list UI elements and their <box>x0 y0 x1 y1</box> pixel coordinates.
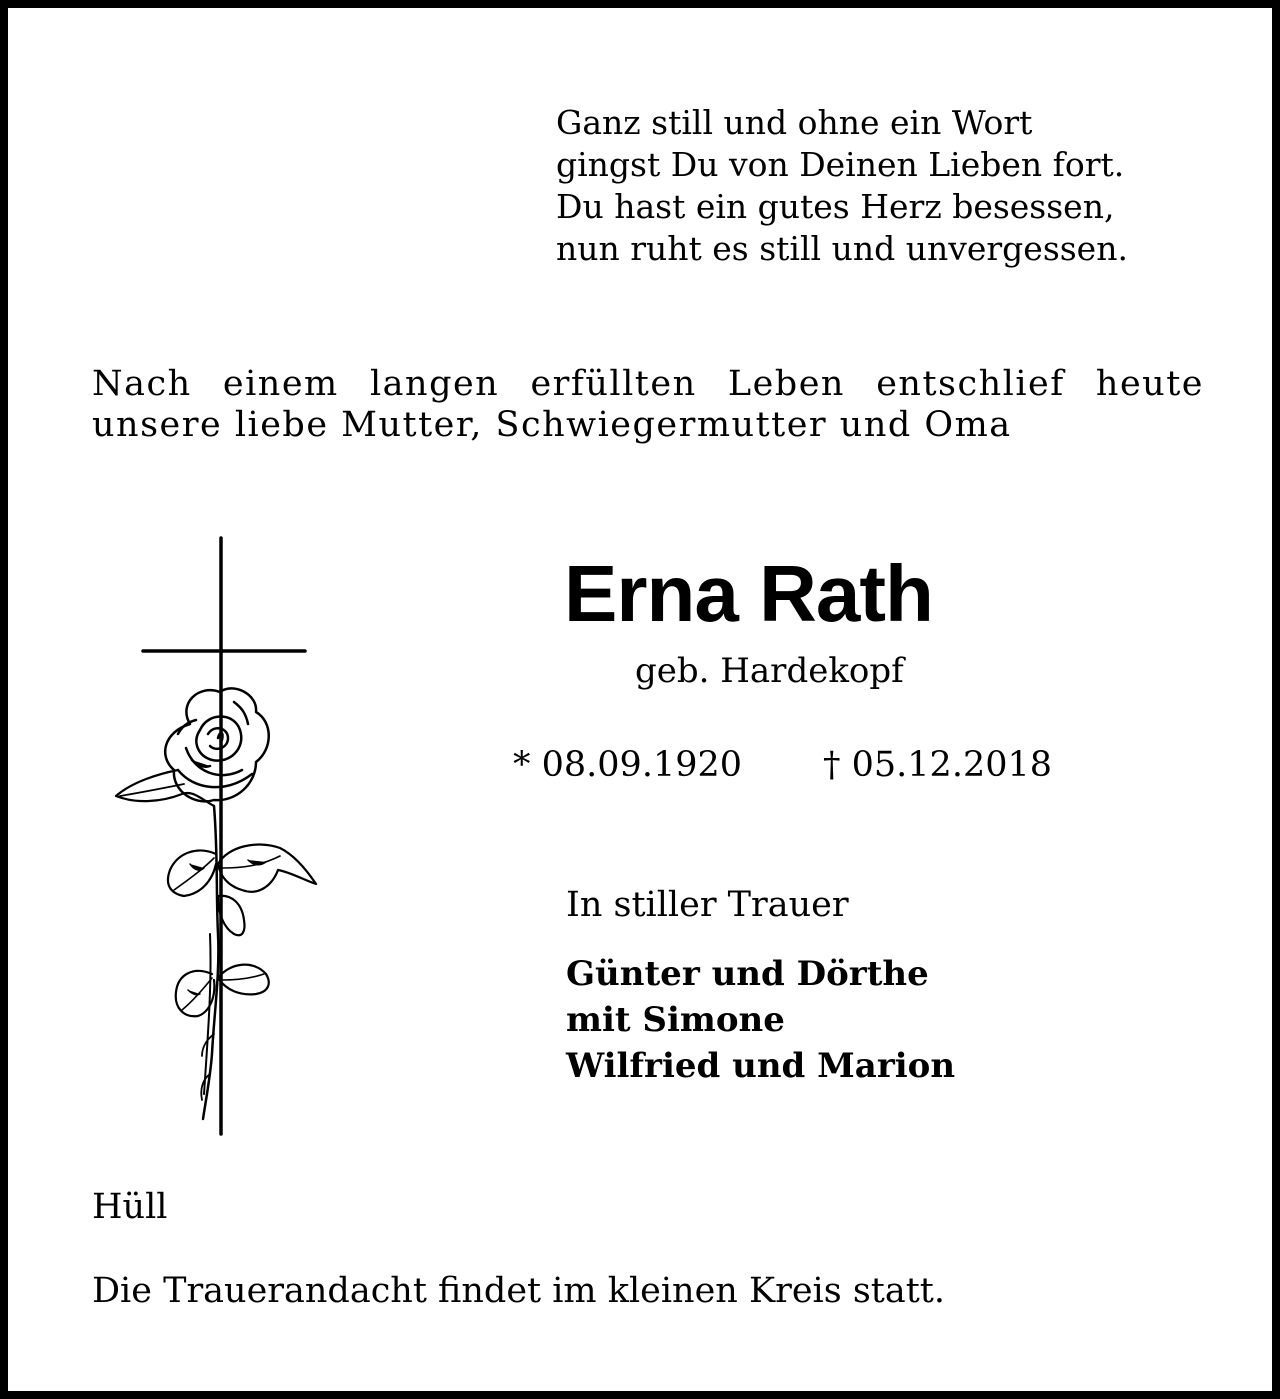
death-date: † 05.12.2018 <box>823 745 1053 785</box>
ceremony-note: Die Trauerandacht findet im kleinen Kreis statt. <box>92 1271 945 1311</box>
announcement-line: Nach einem langen erfüllten Leben entschlief heute <box>92 364 1204 404</box>
announcement-line: unsere liebe Mutter, Schwiegermutter und Oma <box>92 405 1012 445</box>
mourners-list <box>566 951 955 1089</box>
mourner-entry: mit Simone <box>566 1000 785 1040</box>
birth-date: * 08.09.1920 <box>513 745 743 785</box>
poem-line: Ganz still und ohne ein Wort <box>556 103 1033 142</box>
mourner-entry: Wilfried und Marion <box>566 1046 956 1086</box>
maiden-name: geb. Hardekopf <box>635 651 904 691</box>
mourning-heading: In stiller Trauer <box>566 885 849 925</box>
place-name: Hüll <box>92 1187 168 1227</box>
poem-line: nun ruht es still und unvergessen. <box>556 229 1128 268</box>
cross-with-rose-icon <box>108 534 328 1138</box>
mourner-entry: Günter und Dörthe <box>566 954 929 994</box>
memorial-poem <box>556 102 1128 270</box>
poem-line: Du hast ein gutes Herz besessen, <box>556 187 1115 226</box>
poem-line: gingst Du von Deinen Lieben fort. <box>556 145 1125 184</box>
deceased-name: Erna Rath <box>564 549 933 638</box>
announcement-text <box>92 364 1204 446</box>
